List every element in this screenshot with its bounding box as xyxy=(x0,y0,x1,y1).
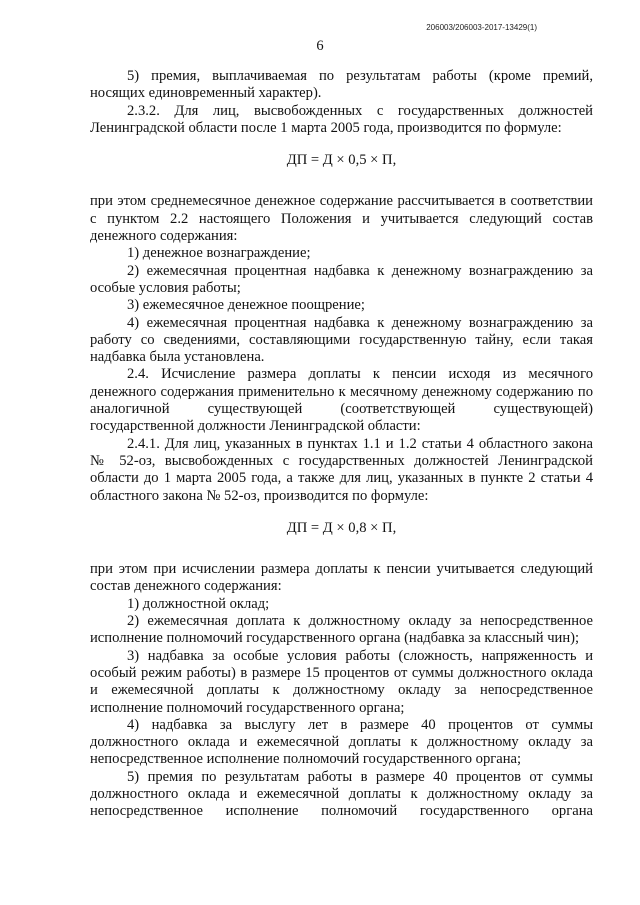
list-item: 3) надбавка за особые условия работы (сложность, напряженность и особый режим работы) в размере 15 процентов от суммы должностного оклада и ежемесячной доплаты к должностному окладу за непосредственное исполнение полномочий государственного органа; xyxy=(90,647,593,716)
list-item: 5) премия по результатам работы в размере 40 процентов от суммы должностного оклада и ежемесячной доплаты к должностному окладу за непосредственное исполнение полномочий государственного органа xyxy=(90,768,593,820)
paragraph: 2.4.1. Для лиц, указанных в пунктах 1.1 и 1.2 статьи 4 областного закона № 52-оз, высвобожденных с государственных должностей Ленинградской области до 1 марта 2005 года, а также для лиц, указанных в пункте 2 статьи 4 областного закона № 52-оз, производится по формуле: xyxy=(90,435,593,504)
formula: ДП = Д × 0,8 × П, xyxy=(286,519,397,536)
page-number: 6 xyxy=(316,38,324,54)
list-item: 2) ежемесячная доплата к должностному окладу за непосредственное исполнение полномочий государственного органа (надбавка за классный чин); xyxy=(90,613,593,647)
document-id: 206003/206003-2017-13429(1) xyxy=(426,23,537,32)
paragraph: 5) премия, выплачиваемая по результатам работы (кроме премий, носящих единовременный характер). xyxy=(90,68,593,102)
paragraph: 2.4. Исчисление размера доплаты к пенсии исходя из месячного денежного содержания применительно к месячному денежному содержанию по аналогичной существующей (соответствующей существующей) государственной должности Ленинградской области: xyxy=(90,366,593,435)
list-item: 4) ежемесячная процентная надбавка к денежному вознаграждению за работу со сведениями, составляющими государственную тайну, если такая надбавка была установлена. xyxy=(90,314,593,366)
list-item: 4) надбавка за выслугу лет в размере 40 процентов от суммы должностного оклада и ежемесячной доплаты к должностному окладу за непосредственное исполнение полномочий государственного органа; xyxy=(90,716,593,768)
list-item: 1) должностной оклад; xyxy=(127,595,270,612)
paragraph: при этом среднемесячное денежное содержание рассчитывается в соответствии с пунктом 2.2 настоящего Положения и учитывается следующий состав денежного содержания: xyxy=(90,193,593,245)
formula: ДП = Д × 0,5 × П, xyxy=(286,152,397,169)
paragraph: 2.3.2. Для лиц, высвобожденных с государственных должностей Ленинградской области после 1 марта 2005 года, производится по формуле: xyxy=(90,102,593,136)
paragraph: при этом при исчислении размера доплаты к пенсии учитывается следующий состав денежного содержания: xyxy=(90,561,593,595)
list-item: 3) ежемесячное денежное поощрение; xyxy=(127,297,365,314)
list-item: 1) денежное вознаграждение; xyxy=(127,245,311,262)
document-body xyxy=(90,68,593,821)
list-item: 2) ежемесячная процентная надбавка к денежному вознаграждению за особые условия работы; xyxy=(90,262,593,296)
